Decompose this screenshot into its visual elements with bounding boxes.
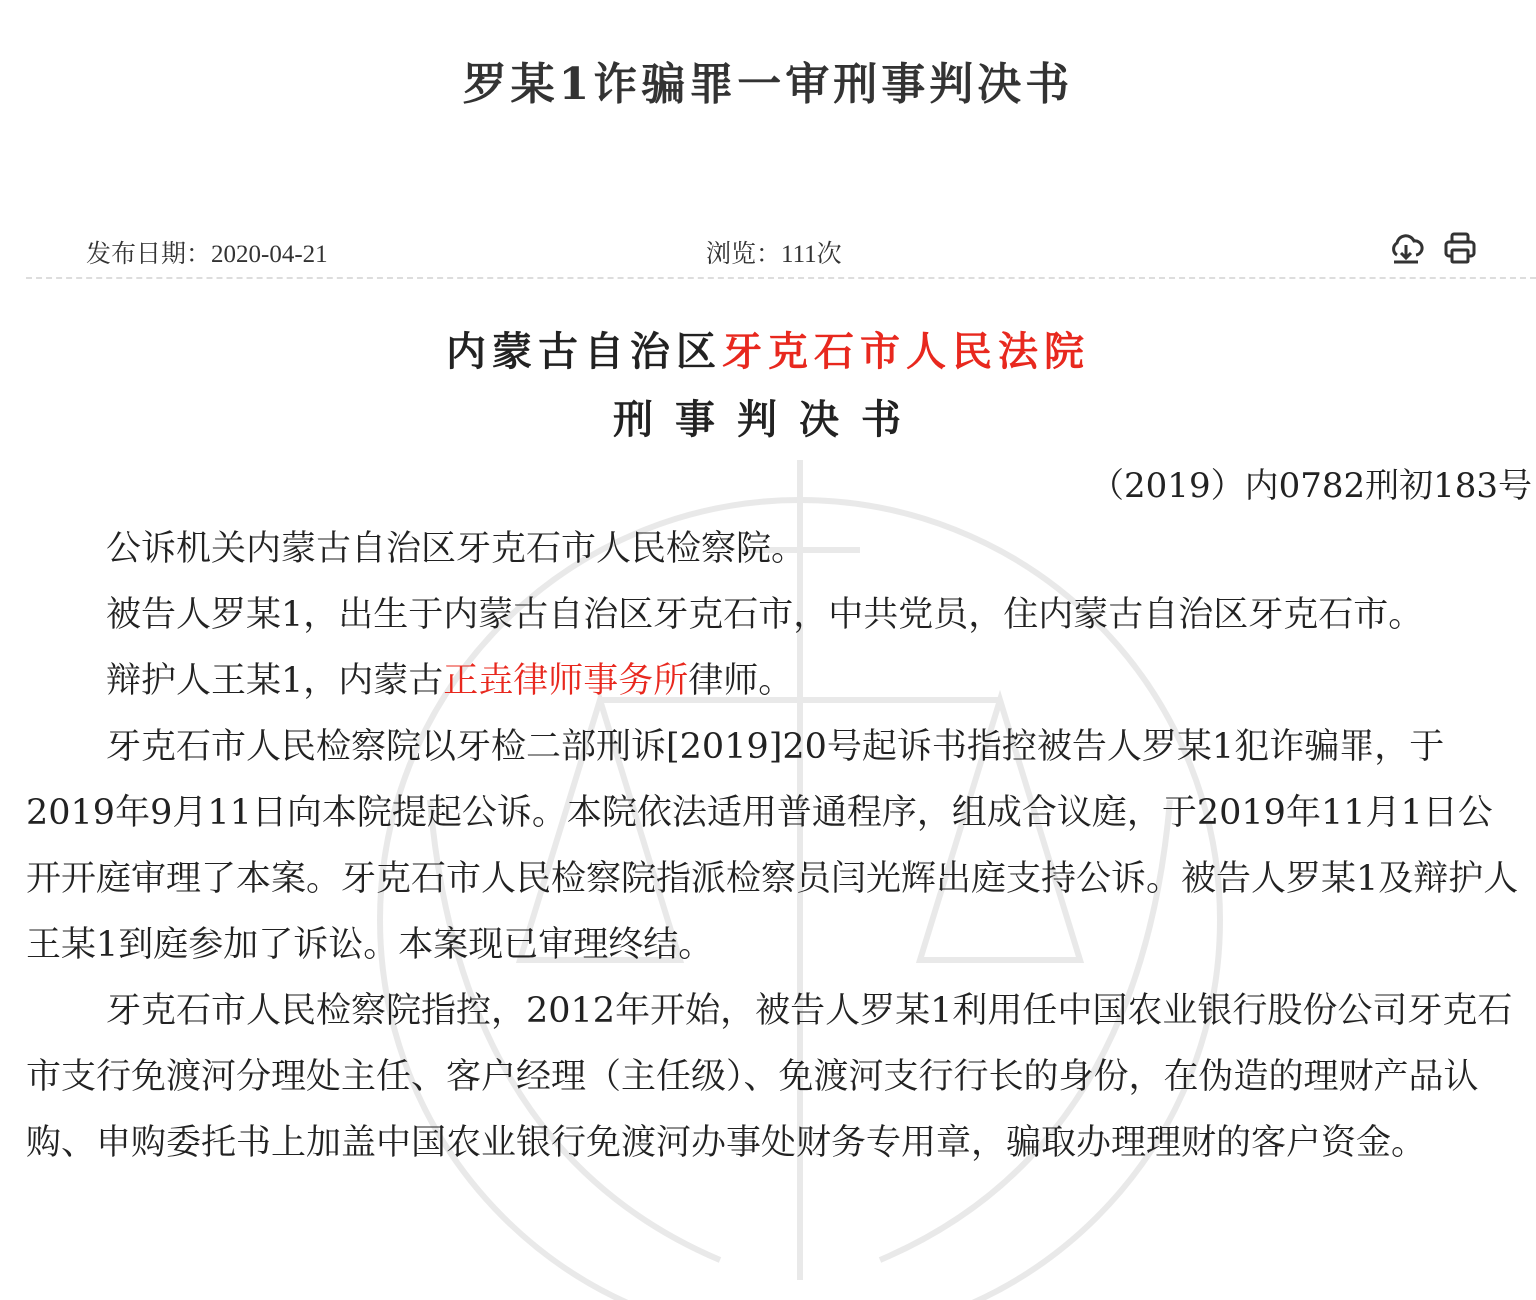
case-number: （2019）内0782刑初183号 [1090,466,1532,506]
printer-icon[interactable] [1442,230,1478,266]
defender-text-end: 律师。 [688,661,794,701]
defender-text: 辩护人王某1，内蒙古 [106,661,444,701]
law-firm-link[interactable]: 正垚律师事务所 [443,661,689,701]
paragraph-procedure: 牙克石市人民检察院以牙检二部刑诉[2019]20号起诉书指控被告人罗某1犯诈骗罪，于2019年9月11日向本院提起公诉。本院依法适用普通程序，组成合议庭，于2019年11月1日公开开庭审理了本案。牙克石市人民检察院指派检察员闫光辉出庭支持公诉。被告人罗某1及辩护人王某1到庭参加了诉讼。本案现已审理终结。 [26,727,1519,965]
paragraph-prosecutor: 公诉机关内蒙古自治区牙克石市人民检察院。 [106,529,807,569]
document-body [26,516,1526,1176]
cloud-download-icon[interactable] [1388,230,1424,266]
meta-bar [0,230,1536,270]
paragraph-defendant: 被告人罗某1，出生于内蒙古自治区牙克石市，中共党员，住内蒙古自治区牙克石市。 [106,595,1424,635]
page-title: 罗某1诈骗罪一审刑事判决书 [462,59,1074,110]
view-count: 浏览：111次 [706,241,842,268]
court-name-link[interactable]: 牙克石市人民法院 [722,328,1090,375]
paragraph-charges: 牙克石市人民检察院指控，2012年开始，被告人罗某1利用任中国农业银行股份公司牙克石市支行免渡河分理处主任、客户经理（主任级）、免渡河支行行长的身份，在伪造的理财产品认购、申购委托书上加盖中国农业银行免渡河办事处财务专用章，骗取办理理财的客户资金。 [26,991,1513,1163]
court-prefix: 内蒙古自治区 [446,328,722,375]
publish-date: 发布日期：2020-04-21 [86,241,328,268]
document-type: 刑事判决书 [613,396,923,443]
divider [26,277,1536,279]
court-name-heading [0,320,1536,377]
paragraph-defender [26,648,1526,714]
